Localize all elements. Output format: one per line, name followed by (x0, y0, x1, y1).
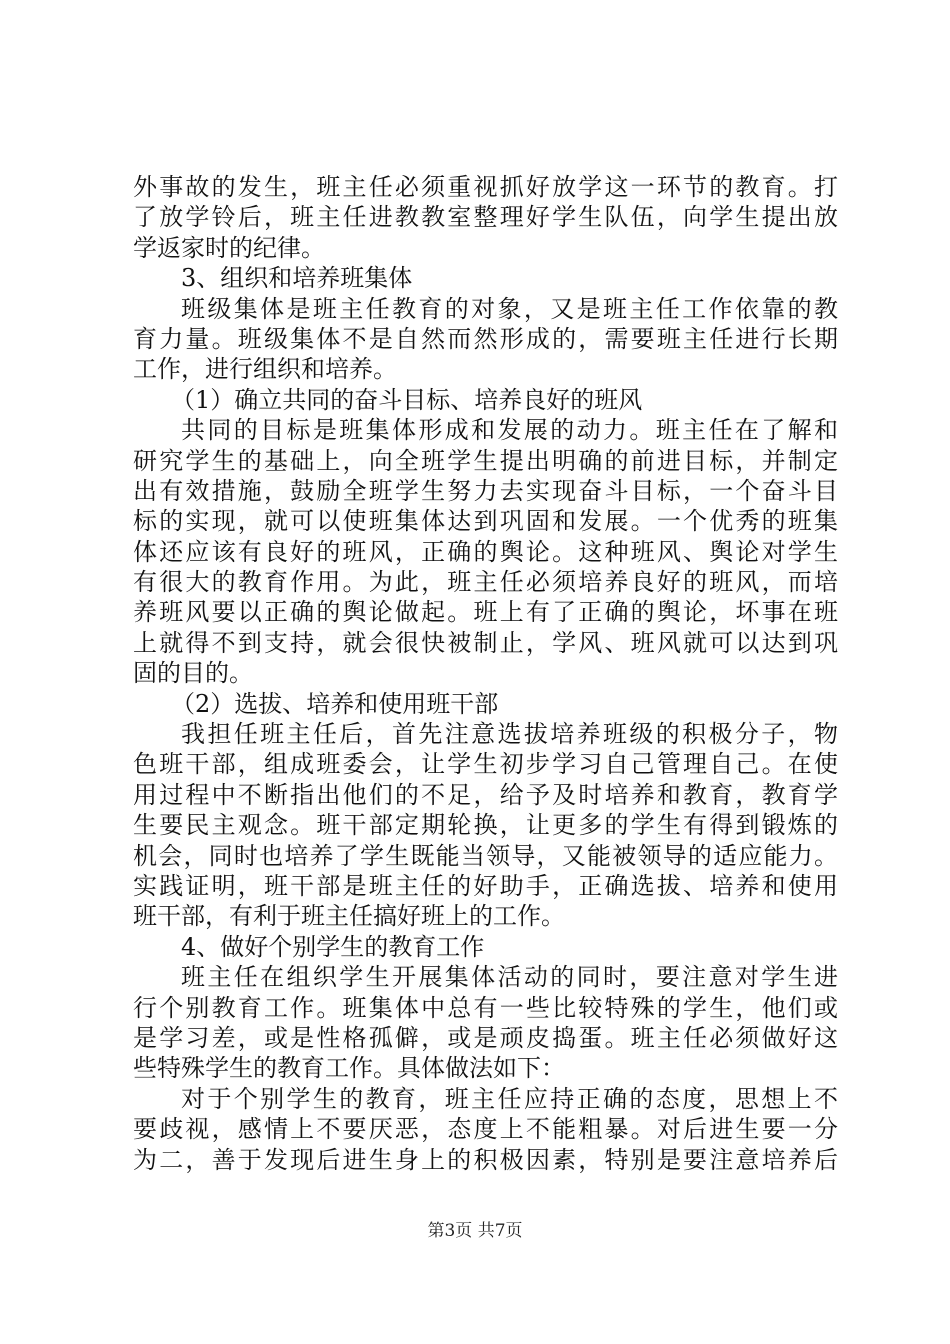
section-heading: 4、做好个别学生的教育工作 (181, 932, 485, 961)
text-line: 行个别教育工作。班集体中总有一些比较特殊的学生，他们或 (133, 993, 838, 1022)
text-line: 体还应该有良好的班风，正确的舆论。这种班风、舆论对学生 (133, 537, 838, 566)
text-line: 外事故的发生，班主任必须重视抓好放学这一环节的教育。打 (133, 173, 838, 201)
section-heading: 3、组织和培养班集体 (181, 264, 413, 293)
text-line: 育力量。班级集体不是自然而然形成的，需要班主任进行长期 (133, 324, 838, 353)
text-line: 上就得不到支持，就会很快被制止，学风、班风就可以达到巩 (133, 628, 838, 657)
text-line: 共同的目标是班集体形成和发展的动力。班主任在了解和 (181, 416, 838, 445)
text-line: 工作，进行组织和培养。 (133, 355, 397, 384)
text-line: 用过程中不断指出他们的不足，给予及时培养和教育，教育学 (133, 780, 838, 809)
text-line: 要歧视，感情上不要厌恶，态度上不能粗暴。对后进生要一分 (133, 1115, 838, 1144)
text-line: 实践证明，班干部是班主任的好助手，正确选拔、培养和使用 (133, 871, 838, 900)
text-line: 了放学铃后，班主任进教教室整理好学生队伍，向学生提出放 (133, 203, 838, 232)
document-body (133, 172, 838, 1175)
text-line: 出有效措施，鼓励全班学生努力去实现奋斗目标，一个奋斗目 (133, 476, 838, 505)
text-line: 为二，善于发现后进生身上的积极因素，特别是要注意培养后 (133, 1145, 838, 1174)
text-line: 研究学生的基础上，向全班学生提出明确的前进目标，并制定 (133, 446, 838, 475)
text-line: 色班干部，组成班委会，让学生初步学习自己管理自己。在使 (133, 750, 838, 779)
text-line: 些特殊学生的教育工作。具体做法如下： (133, 1054, 565, 1083)
text-line: 机会，同时也培养了学生既能当领导，又能被领导的适应能力。 (133, 841, 838, 870)
text-line: 班干部，有利于班主任搞好班上的工作。 (133, 902, 565, 931)
text-line: 班主任在组织学生开展集体活动的同时，要注意对学生进 (181, 963, 838, 992)
text-line: 养班风要以正确的舆论做起。班上有了正确的舆论，坏事在班 (133, 598, 838, 627)
text-line: 是学习差，或是性格孤僻，或是顽皮捣蛋。班主任必须做好这 (133, 1023, 838, 1052)
text-line: 班级集体是班主任教育的对象，又是班主任工作依靠的教 (181, 294, 838, 323)
text-line: 对于个别学生的教育，班主任应持正确的态度，思想上不 (181, 1084, 838, 1113)
text-line: 有很大的教育作用。为此，班主任必须培养良好的班风，而培 (133, 568, 838, 597)
page-number-footer: 第3页 共7页 (427, 1221, 523, 1241)
subsection-heading: （2）选拔、培养和使用班干部 (171, 689, 499, 718)
text-line: 固的目的。 (133, 659, 253, 688)
text-line: 生要民主观念。班干部定期轮换，让更多的学生有得到锻炼的 (133, 811, 838, 840)
text-line: 标的实现，就可以使班集体达到巩固和发展。一个优秀的班集 (133, 507, 838, 536)
text-line: 学返家时的纪律。 (133, 233, 325, 262)
text-line: 我担任班主任后，首先注意选拔培养班级的积极分子，物 (181, 720, 838, 749)
subsection-heading: （1）确立共同的奋斗目标、培养良好的班风 (171, 385, 643, 414)
